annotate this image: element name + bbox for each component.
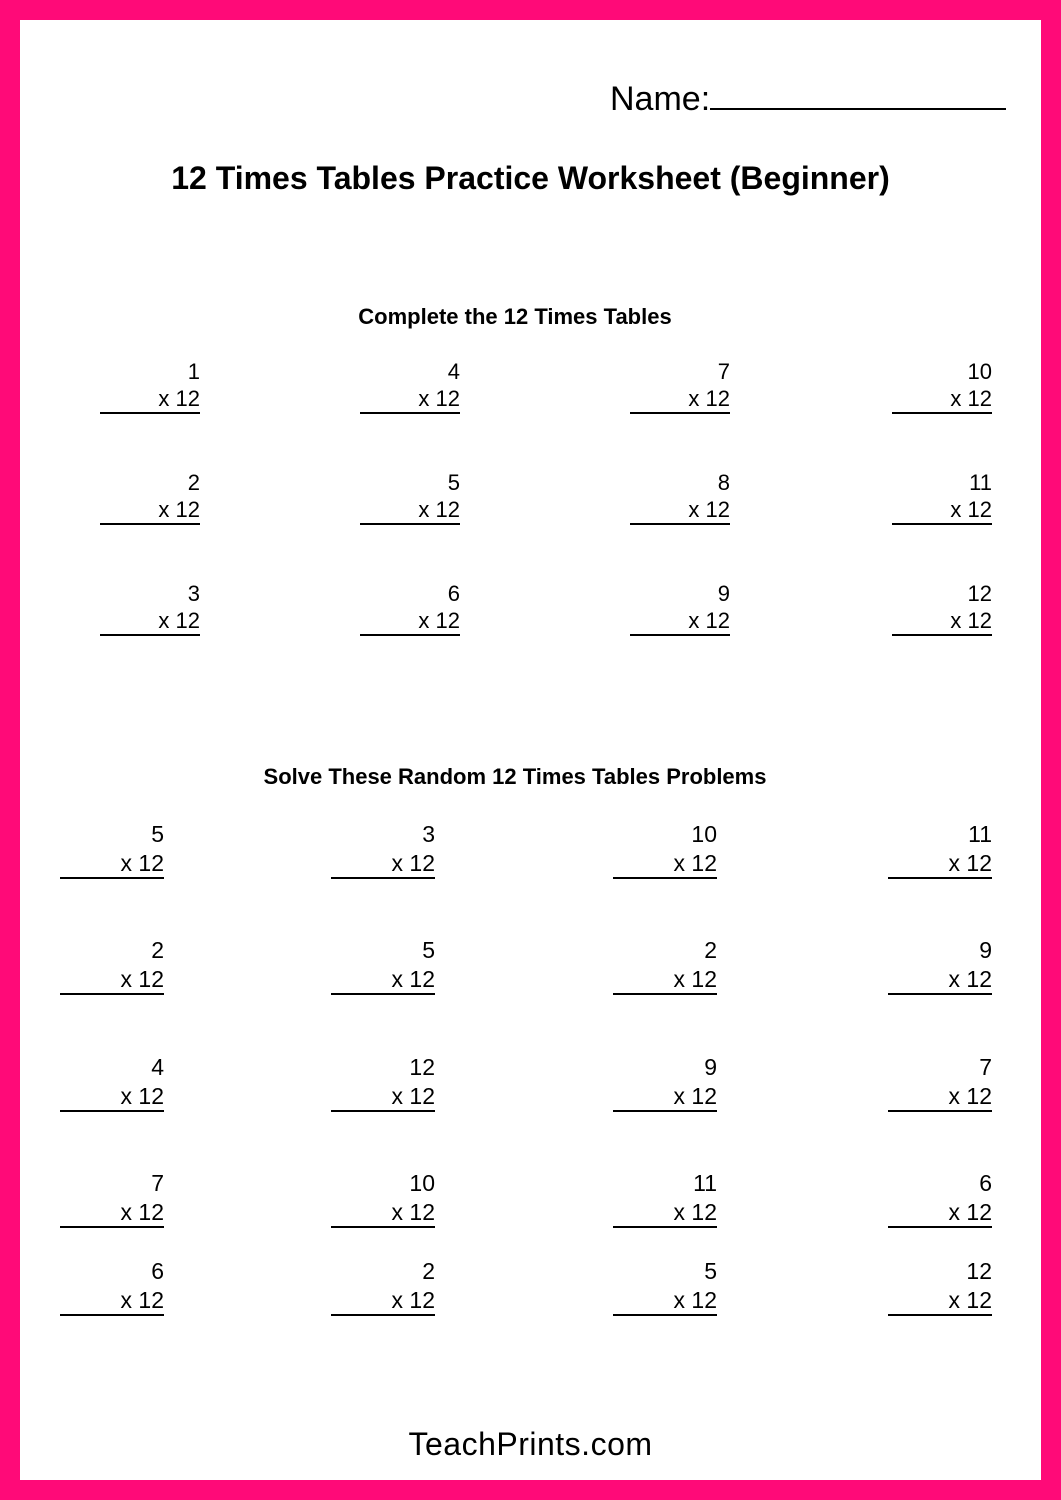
problem-number: 11 <box>969 470 992 495</box>
problem-multiplier: x 12 <box>60 1082 164 1112</box>
problem[interactable] <box>360 469 460 525</box>
problem[interactable] <box>888 1053 992 1112</box>
problem[interactable] <box>60 936 164 995</box>
problem-multiplier: x 12 <box>892 497 992 525</box>
problem-number: 11 <box>693 1170 717 1196</box>
problem[interactable] <box>630 358 730 414</box>
problem-multiplier: x 12 <box>888 1198 992 1228</box>
problem-multiplier: x 12 <box>331 1198 435 1228</box>
problem[interactable] <box>888 1257 992 1316</box>
problem-multiplier: x 12 <box>60 849 164 879</box>
section1-heading: Complete the 12 Times Tables <box>358 304 672 329</box>
problem[interactable] <box>613 1053 717 1112</box>
problem[interactable] <box>360 580 460 636</box>
problem[interactable] <box>331 1053 435 1112</box>
problem[interactable] <box>100 469 200 525</box>
problem-multiplier: x 12 <box>613 1082 717 1112</box>
problem[interactable] <box>892 358 992 414</box>
problem[interactable] <box>888 936 992 995</box>
problem[interactable] <box>613 936 717 995</box>
problem[interactable] <box>630 469 730 525</box>
problem-number: 9 <box>717 581 730 606</box>
problem-multiplier: x 12 <box>630 497 730 525</box>
problem-number: 6 <box>979 1170 992 1196</box>
problem-number: 2 <box>151 937 164 963</box>
problem-number: 5 <box>704 1258 717 1284</box>
problem-number: 6 <box>151 1258 164 1284</box>
problem-multiplier: x 12 <box>613 1286 717 1316</box>
problem[interactable] <box>630 580 730 636</box>
problem-number: 8 <box>717 470 730 495</box>
problem[interactable] <box>888 1169 992 1228</box>
footer-brand: TeachPrints.com <box>408 1426 653 1462</box>
problem-multiplier: x 12 <box>60 1198 164 1228</box>
problem-number: 3 <box>422 821 435 847</box>
problem-multiplier: x 12 <box>60 1286 164 1316</box>
problem-multiplier: x 12 <box>360 608 460 636</box>
problem-multiplier: x 12 <box>630 386 730 414</box>
problem-number: 12 <box>409 1054 435 1080</box>
problem-number: 4 <box>447 359 460 384</box>
problem-multiplier: x 12 <box>613 965 717 995</box>
problem-number: 12 <box>967 581 992 606</box>
section2-heading: Solve These Random 12 Times Tables Problems <box>263 764 767 789</box>
problem[interactable] <box>100 580 200 636</box>
problem[interactable] <box>60 1257 164 1316</box>
problem-multiplier: x 12 <box>331 965 435 995</box>
problem-number: 10 <box>409 1170 435 1196</box>
problem[interactable] <box>331 820 435 879</box>
problem-number: 2 <box>422 1258 435 1284</box>
problem-multiplier: x 12 <box>630 608 730 636</box>
name-label: Name: <box>610 80 711 118</box>
problem[interactable] <box>331 936 435 995</box>
problem-multiplier: x 12 <box>360 497 460 525</box>
problem[interactable] <box>100 358 200 414</box>
problem-multiplier: x 12 <box>331 1082 435 1112</box>
problem-multiplier: x 12 <box>100 386 200 414</box>
problem-number: 4 <box>151 1054 164 1080</box>
problem-number: 5 <box>447 470 460 495</box>
problem-multiplier: x 12 <box>613 1198 717 1228</box>
problem-number: 10 <box>967 359 992 384</box>
problem-number: 2 <box>187 470 200 495</box>
problem-number: 7 <box>717 359 730 384</box>
problem-multiplier: x 12 <box>892 608 992 636</box>
problem[interactable] <box>331 1169 435 1228</box>
problem-multiplier: x 12 <box>331 1286 435 1316</box>
problem[interactable] <box>613 1169 717 1228</box>
problem[interactable] <box>888 820 992 879</box>
problem-number: 7 <box>979 1054 992 1080</box>
problem-multiplier: x 12 <box>360 386 460 414</box>
problem-number: 9 <box>979 937 992 963</box>
problem-number: 5 <box>151 821 164 847</box>
problem[interactable] <box>613 820 717 879</box>
problem-number: 3 <box>187 581 200 606</box>
problem-number: 5 <box>422 937 435 963</box>
problem-multiplier: x 12 <box>888 965 992 995</box>
problem-multiplier: x 12 <box>892 386 992 414</box>
problem-multiplier: x 12 <box>888 1286 992 1316</box>
problem[interactable] <box>60 1053 164 1112</box>
problem-multiplier: x 12 <box>888 849 992 879</box>
problem-number: 1 <box>187 359 200 384</box>
problem[interactable] <box>360 358 460 414</box>
problem[interactable] <box>60 820 164 879</box>
problem-multiplier: x 12 <box>888 1082 992 1112</box>
problem[interactable] <box>60 1169 164 1228</box>
problem-number: 7 <box>151 1170 164 1196</box>
problem-number: 9 <box>704 1054 717 1080</box>
problem[interactable] <box>613 1257 717 1316</box>
problem-number: 2 <box>704 937 717 963</box>
problem-number: 6 <box>447 581 460 606</box>
problem-multiplier: x 12 <box>100 608 200 636</box>
name-field[interactable] <box>610 78 1006 119</box>
problem-multiplier: x 12 <box>60 965 164 995</box>
problem-multiplier: x 12 <box>100 497 200 525</box>
problem-number: 10 <box>691 821 717 847</box>
name-blank-line[interactable] <box>710 78 1006 110</box>
problem[interactable] <box>892 469 992 525</box>
worksheet-title: 12 Times Tables Practice Worksheet (Beginner) <box>171 160 890 196</box>
problem[interactable] <box>331 1257 435 1316</box>
problem[interactable] <box>892 580 992 636</box>
problem-number: 12 <box>966 1258 992 1284</box>
problem-number: 11 <box>968 821 992 847</box>
problem-multiplier: x 12 <box>613 849 717 879</box>
problem-multiplier: x 12 <box>331 849 435 879</box>
